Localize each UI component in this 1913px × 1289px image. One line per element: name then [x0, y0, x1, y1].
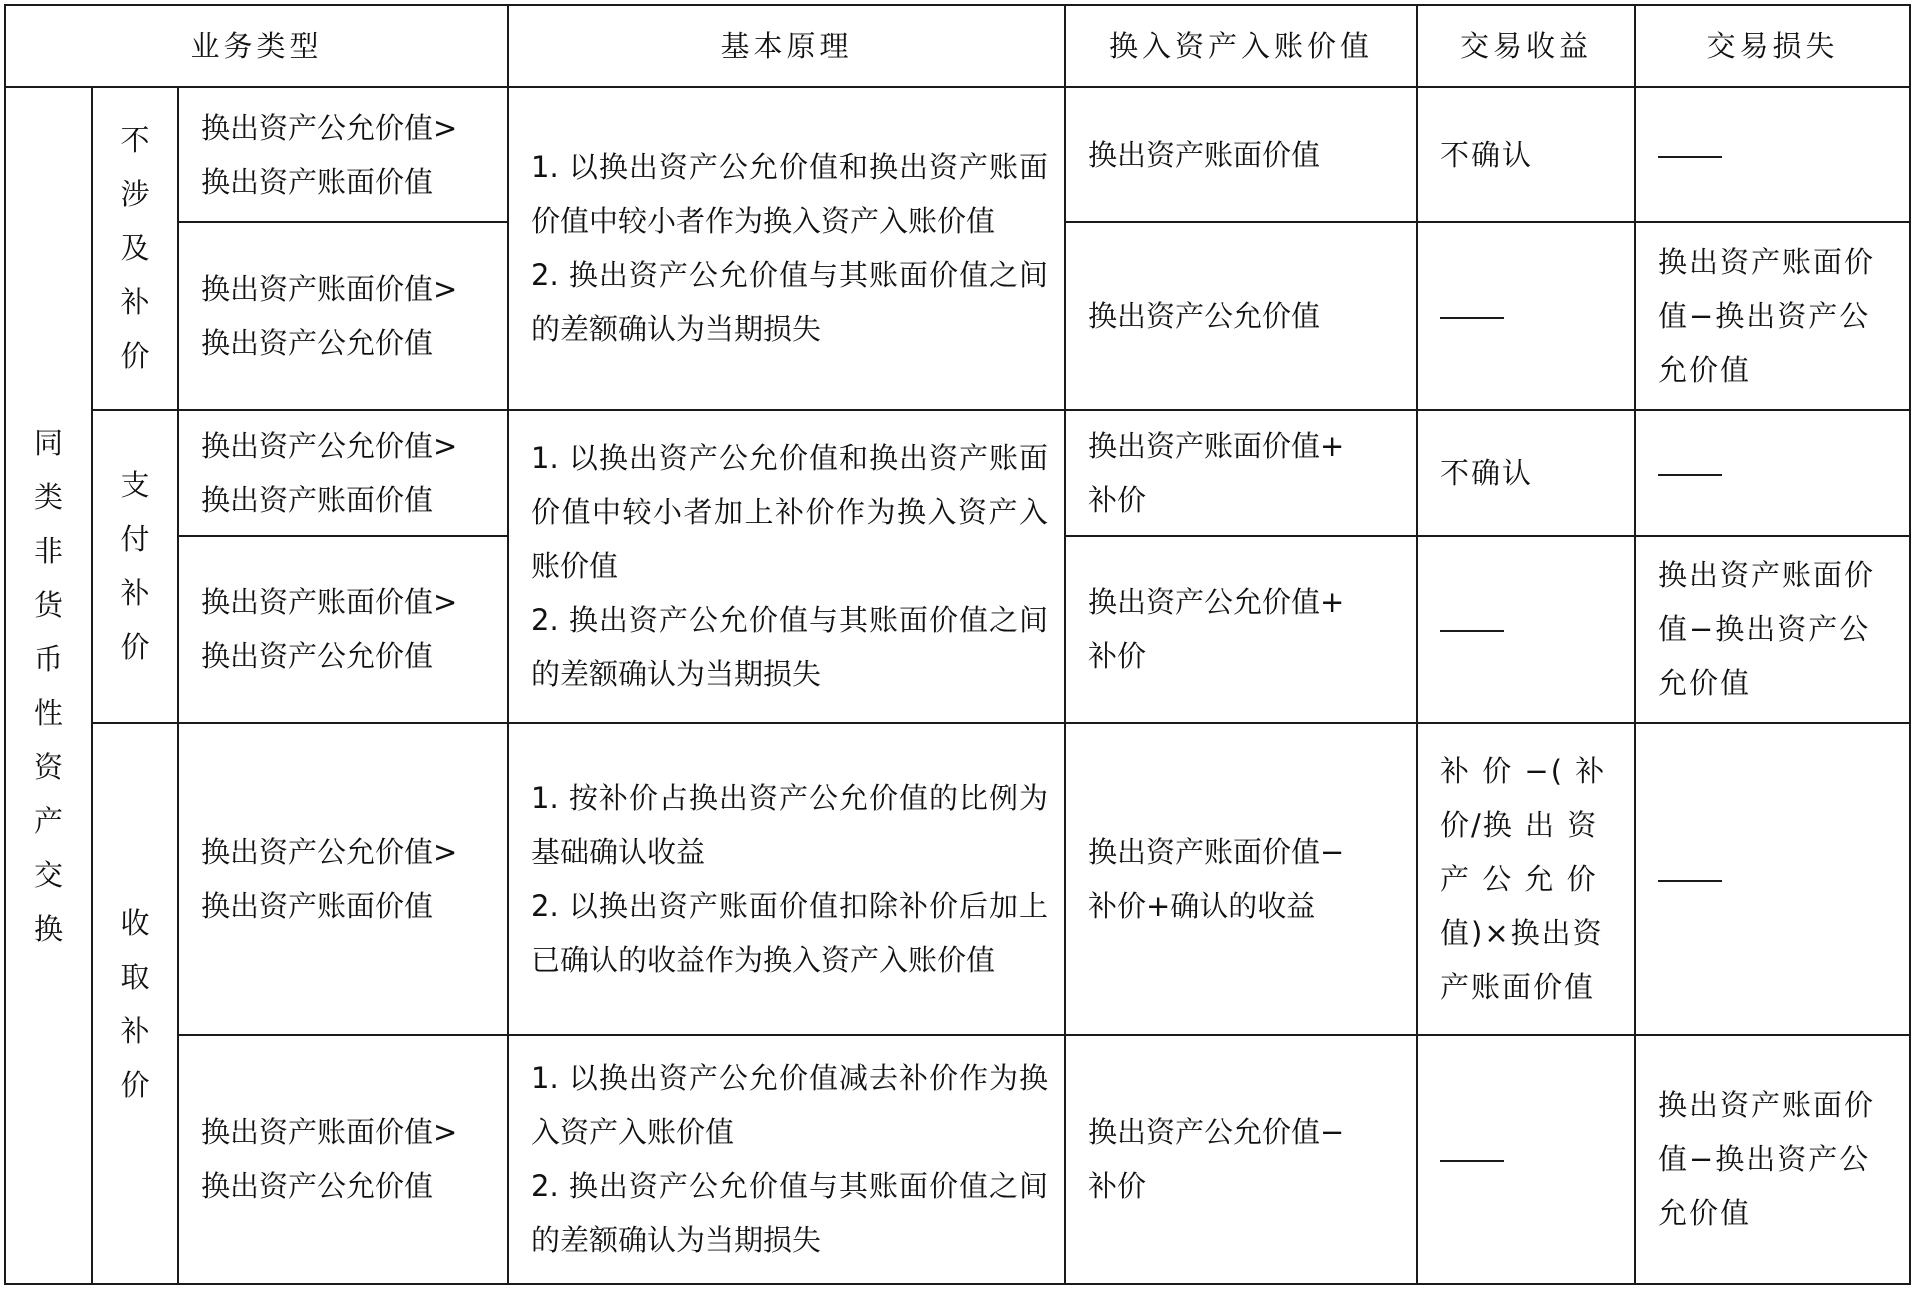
entry-value-cell: [1065, 536, 1417, 724]
entry-value-cell-line: 换出资产公允价值: [1088, 298, 1321, 333]
gain-cell-line: 补 价 −( 补: [1440, 753, 1607, 788]
loss-cell-line: 允价值: [1658, 1196, 1752, 1231]
principle-cell: [508, 410, 1065, 724]
principle-cell-line: 1. 按补价占换出资产公允价值的比例为基础确认收益: [531, 780, 1048, 869]
entry-value-cell-line: 补价: [1088, 482, 1147, 517]
category-label: [5, 87, 92, 1284]
category-label-char: 性: [33, 695, 63, 730]
table-row: [5, 410, 1910, 536]
loss-cell: [1635, 410, 1910, 536]
entry-value-cell-line: 补价: [1088, 1169, 1147, 1204]
condition-cell-line: 换出资产账面价值: [201, 888, 434, 923]
gain-cell: [1417, 87, 1635, 222]
nonmonetary-exchange-table: [4, 4, 1911, 1285]
empty-dash: [1440, 1160, 1504, 1162]
gain-cell-line: 不确认: [1440, 455, 1534, 490]
category-label-char: 换: [33, 911, 63, 946]
group-label-char: 补: [120, 285, 150, 320]
entry-value-cell: [1065, 87, 1417, 222]
group-label-char: 付: [120, 522, 150, 557]
gain-cell: [1417, 222, 1635, 410]
header-row: [5, 5, 1910, 87]
category-label-char: 类: [33, 479, 63, 514]
principle-cell: [508, 723, 1065, 1034]
condition-cell: [178, 723, 508, 1034]
principle-cell-line: 2. 换出资产公允价值与其账面价值之间的差额确认为当期损失: [531, 603, 1048, 692]
principle-cell-line: 1. 以换出资产公允价值和换出资产账面价值中较小者作为换入资产入账价值: [531, 150, 1048, 239]
group-label-char: 涉: [120, 177, 150, 212]
header-entry-value: 换入资产入账价值: [1065, 5, 1417, 87]
loss-cell-line: 换出资产账面价: [1658, 244, 1876, 279]
entry-value-cell: [1065, 410, 1417, 536]
gain-cell-line: 值)×换出资: [1440, 915, 1604, 950]
group-label: [92, 87, 178, 410]
empty-dash: [1440, 630, 1504, 632]
condition-cell-line: 换出资产账面价值>: [201, 271, 458, 306]
loss-cell: [1635, 723, 1910, 1034]
gain-cell: [1417, 536, 1635, 724]
header-gain: 交易收益: [1417, 5, 1635, 87]
loss-cell: [1635, 536, 1910, 724]
condition-cell-line: 换出资产账面价值>: [201, 585, 458, 620]
condition-cell: [178, 410, 508, 536]
condition-cell-line: 换出资产公允价值>: [201, 110, 458, 145]
empty-dash: [1658, 156, 1722, 158]
condition-cell-line: 换出资产公允价值: [201, 325, 434, 360]
gain-cell: [1417, 410, 1635, 536]
empty-dash: [1658, 474, 1722, 476]
loss-cell-line: 值−换出资产公: [1658, 298, 1871, 333]
condition-cell: [178, 536, 508, 724]
group-label-char: 支: [120, 468, 150, 503]
loss-cell-line: 值−换出资产公: [1658, 612, 1871, 647]
condition-cell: [178, 222, 508, 410]
condition-cell-line: 换出资产公允价值>: [201, 834, 458, 869]
group-label-char: 补: [120, 576, 150, 611]
entry-value-cell: [1065, 222, 1417, 410]
condition-cell: [178, 1035, 508, 1284]
entry-value-cell: [1065, 723, 1417, 1034]
header-principle: 基本原理: [508, 5, 1065, 87]
group-label-char: 价: [120, 630, 150, 665]
principle-cell: [508, 87, 1065, 410]
principle-cell-line: 1. 以换出资产公允价值减去补价作为换入资产入账价值: [531, 1061, 1048, 1150]
gain-cell: [1417, 1035, 1635, 1284]
principle-cell-line: 2. 换出资产公允价值与其账面价值之间的差额确认为当期损失: [531, 1169, 1048, 1258]
condition-cell-line: 换出资产账面价值: [201, 164, 434, 199]
header-business-type: 业务类型: [5, 5, 508, 87]
category-label-char: 货: [33, 587, 63, 622]
entry-value-cell-line: 换出资产公允价值+: [1088, 585, 1345, 620]
category-label-char: 资: [33, 749, 63, 784]
header-loss: 交易损失: [1635, 5, 1910, 87]
gain-cell: [1417, 723, 1635, 1034]
principle-cell-line: 2. 换出资产公允价值与其账面价值之间的差额确认为当期损失: [531, 258, 1048, 347]
loss-cell-line: 允价值: [1658, 666, 1752, 701]
loss-cell: [1635, 87, 1910, 222]
group-label: [92, 410, 178, 724]
gain-cell-line: 不确认: [1440, 137, 1534, 172]
table-page: [4, 4, 1909, 1285]
loss-cell: [1635, 222, 1910, 410]
category-label-char: 同: [33, 425, 63, 460]
group-label-char: 取: [120, 959, 150, 994]
principle-cell-line: 1. 以换出资产公允价值和换出资产账面价值中较小者加上补价作为换入资产入账价值: [531, 441, 1048, 584]
group-label: [92, 723, 178, 1284]
principle-cell-line: 2. 以换出资产账面价值扣除补价后加上已确认的收益作为换入资产入账价值: [531, 888, 1048, 977]
loss-cell-line: 值−换出资产公: [1658, 1142, 1871, 1177]
entry-value-cell-line: 补价: [1088, 639, 1147, 674]
group-label-char: 收: [120, 905, 150, 940]
table-row: [5, 87, 1910, 222]
group-label-char: 价: [120, 339, 150, 374]
principle-cell: [508, 1035, 1065, 1284]
loss-cell-line: 换出资产账面价: [1658, 558, 1876, 593]
loss-cell-line: 换出资产账面价: [1658, 1088, 1876, 1123]
loss-cell-line: 允价值: [1658, 352, 1752, 387]
category-label-char: 交: [33, 857, 63, 892]
category-label-char: 币: [33, 641, 63, 676]
loss-cell: [1635, 1035, 1910, 1284]
gain-cell-line: 产账面价值: [1440, 969, 1596, 1004]
gain-cell-line: 产 公 允 价: [1440, 861, 1598, 896]
gain-cell-line: 价/换 出 资: [1440, 807, 1599, 842]
condition-cell-line: 换出资产账面价值: [201, 482, 434, 517]
condition-cell-line: 换出资产公允价值>: [201, 428, 458, 463]
condition-cell-line: 换出资产账面价值>: [201, 1115, 458, 1150]
category-label-char: 产: [33, 803, 63, 838]
table-row: [5, 723, 1910, 1034]
group-label-char: 补: [120, 1013, 150, 1048]
entry-value-cell-line: 补价+确认的收益: [1088, 888, 1316, 923]
condition-cell-line: 换出资产公允价值: [201, 1169, 434, 1204]
table-row: [5, 1035, 1910, 1284]
table-body: [5, 87, 1910, 1284]
group-label-char: 及: [120, 231, 150, 266]
group-label-char: 价: [120, 1067, 150, 1102]
condition-cell: [178, 87, 508, 222]
group-label-char: 不: [120, 123, 150, 158]
condition-cell-line: 换出资产公允价值: [201, 639, 434, 674]
entry-value-cell-line: 换出资产账面价值: [1088, 137, 1321, 172]
entry-value-cell: [1065, 1035, 1417, 1284]
entry-value-cell-line: 换出资产公允价值−: [1088, 1115, 1345, 1150]
empty-dash: [1440, 317, 1504, 319]
category-label-char: 非: [33, 533, 63, 568]
empty-dash: [1658, 880, 1722, 882]
entry-value-cell-line: 换出资产账面价值−: [1088, 834, 1345, 869]
entry-value-cell-line: 换出资产账面价值+: [1088, 428, 1345, 463]
